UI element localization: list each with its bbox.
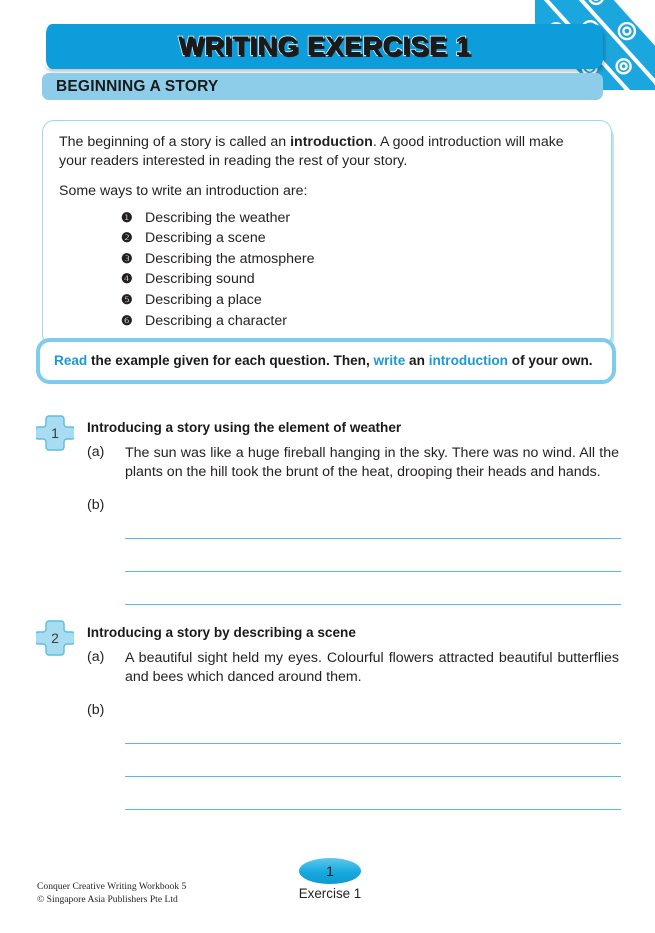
bullet-marker-icon: ❶ <box>121 209 133 225</box>
page-number-badge <box>299 858 361 884</box>
part-b-label: (b) <box>87 496 105 513</box>
info-paragraph-1 <box>59 133 595 171</box>
list-item-label: Describing the weather <box>145 209 291 226</box>
info-paragraph-1-after: . A good introduction will make your readers interested in reading the rest of your story. <box>59 134 564 169</box>
list-item-label: Describing the atmosphere <box>145 250 315 267</box>
page-title-banner <box>42 24 603 69</box>
footer-credit <box>37 881 186 906</box>
page-title: WRITING EXERCISE 1 <box>178 31 471 61</box>
answer-line[interactable] <box>125 744 621 777</box>
list-item <box>59 311 595 332</box>
part-a-label: (a) <box>87 649 105 665</box>
answer-lines[interactable] <box>125 702 621 810</box>
answer-line[interactable] <box>125 539 621 572</box>
introduction-info-box <box>42 120 612 346</box>
page-subtitle-banner <box>42 73 603 100</box>
answer-line[interactable] <box>125 572 621 605</box>
list-item <box>59 208 595 229</box>
part-a-example-text: The sun was like a huge fireball hanging in the sky. There was no wind. All the plants on the hill took the brunt of the heat, drooping their heads and hands. <box>125 445 619 481</box>
footer-credit-line-1: Conquer Creative Writing Workbook 5 <box>37 881 187 892</box>
bullet-marker-icon: ❺ <box>121 292 133 307</box>
part-a-example-text: A beautiful sight held my eyes. Colourful flowers attracted beautiful butterflies and bees which danced around them. <box>125 650 619 686</box>
footer-credit-line-2: © Singapore Asia Publishers Pte Ltd <box>37 893 178 905</box>
bullet-marker-icon: ❸ <box>121 250 133 266</box>
list-item-label: Describing sound <box>145 271 255 288</box>
list-item <box>59 228 595 249</box>
question-number-badge <box>36 414 74 452</box>
instruction-seg-2: the example given for each question. Then, <box>87 353 374 368</box>
instruction-keyword-write: write <box>373 353 406 368</box>
ways-list <box>59 208 595 332</box>
info-paragraph-2: Some ways to write an introduction are: <box>59 182 308 199</box>
question-part-b <box>87 702 621 810</box>
page-caption: Exercise 1 <box>298 886 362 901</box>
bullet-marker-icon: ❻ <box>121 312 133 328</box>
question-number: 2 <box>51 630 59 646</box>
instruction-box <box>36 338 616 384</box>
list-item-label: Describing a place <box>145 292 262 308</box>
list-item <box>59 290 595 311</box>
question-2 <box>36 619 621 814</box>
question-body <box>87 420 621 605</box>
part-a-label: (a) <box>87 444 105 460</box>
answer-line[interactable] <box>125 777 621 810</box>
question-number-badge <box>36 619 74 657</box>
instruction-keyword-read: Read <box>54 353 88 368</box>
instruction-text <box>54 351 598 370</box>
question-number: 1 <box>51 425 59 441</box>
question-part-b <box>87 497 621 605</box>
question-part-a <box>87 649 621 688</box>
instruction-banner <box>36 338 616 384</box>
info-paragraph-1-bold: introduction <box>290 134 373 150</box>
page-subtitle: BEGINNING A STORY <box>56 77 219 95</box>
list-item-label: Describing a character <box>145 312 287 329</box>
answer-line[interactable] <box>125 711 621 744</box>
bullet-marker-icon: ❹ <box>121 271 133 287</box>
list-item <box>59 249 595 270</box>
instruction-keyword-introduction: introduction <box>428 353 508 368</box>
list-item <box>59 269 595 290</box>
instruction-seg-4: an <box>405 353 429 368</box>
question-part-a <box>87 444 621 483</box>
bullet-marker-icon: ❷ <box>121 230 133 246</box>
question-body <box>87 625 621 810</box>
part-b-label: (b) <box>87 701 105 718</box>
answer-lines[interactable] <box>125 497 621 605</box>
info-paragraph-1-before: The beginning of a story is called an <box>59 134 291 150</box>
question-heading: Introducing a story using the element of weather <box>87 420 402 435</box>
page-number: 1 <box>326 863 334 879</box>
question-1 <box>36 414 621 609</box>
list-item-label: Describing a scene <box>145 230 266 247</box>
answer-line[interactable] <box>125 506 621 539</box>
instruction-seg-6: of your own. <box>507 353 593 368</box>
question-heading: Introducing a story by describing a scene <box>87 625 356 640</box>
page-marker <box>265 858 395 901</box>
